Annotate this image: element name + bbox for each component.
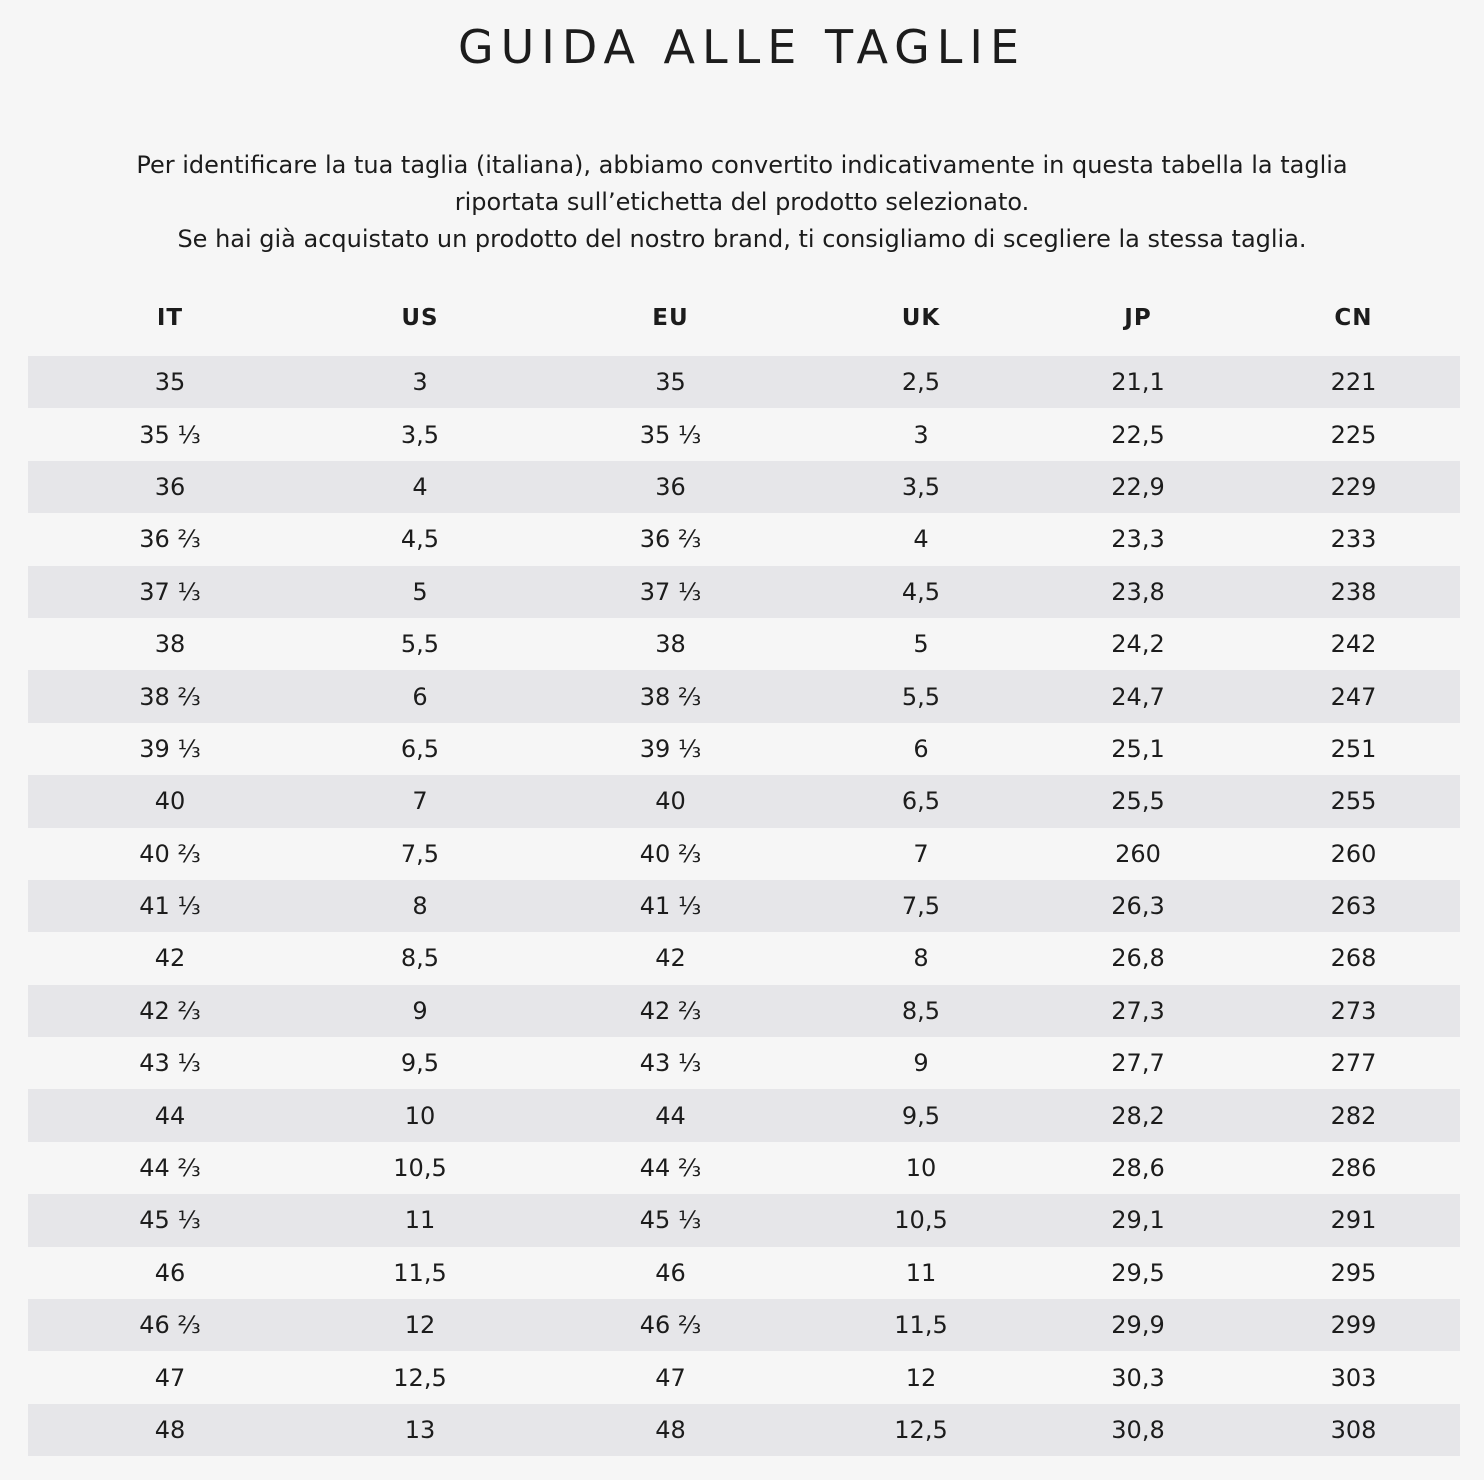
cell-it: 39 ⅓ — [28, 723, 312, 775]
cell-eu: 37 ⅓ — [528, 566, 813, 618]
cell-us: 7 — [312, 775, 528, 827]
cell-jp: 23,8 — [1029, 566, 1247, 618]
cell-jp: 24,7 — [1029, 670, 1247, 722]
cell-jp: 28,2 — [1029, 1089, 1247, 1141]
cell-us: 12,5 — [312, 1351, 528, 1403]
cell-us: 3,5 — [312, 408, 528, 460]
cell-eu: 36 — [528, 461, 813, 513]
cell-eu: 44 — [528, 1089, 813, 1141]
cell-it: 47 — [28, 1351, 312, 1403]
cell-it: 44 ⅔ — [28, 1142, 312, 1194]
intro-line: Per identificare la tua taglia (italiana), abbiamo convertito indicativamente in questa tabella la taglia — [136, 151, 1348, 179]
cell-us: 11,5 — [312, 1247, 528, 1299]
table-header — [28, 280, 1460, 356]
cell-eu: 35 ⅓ — [528, 408, 813, 460]
cell-jp: 27,3 — [1029, 985, 1247, 1037]
cell-it: 43 ⅓ — [28, 1037, 312, 1089]
cell-us: 13 — [312, 1404, 528, 1456]
header-row — [28, 280, 1460, 356]
cell-eu: 40 — [528, 775, 813, 827]
cell-us: 4,5 — [312, 513, 528, 565]
cell-eu: 35 — [528, 356, 813, 408]
intro-line: Se hai già acquistato un prodotto del nostro brand, ti consigliamo di scegliere la stessa taglia. — [177, 225, 1307, 253]
column-header-uk: UK — [901, 305, 941, 331]
table-body — [28, 356, 1460, 1456]
cell-cn: 263 — [1247, 880, 1460, 932]
cell-jp: 22,9 — [1029, 461, 1247, 513]
cell-jp: 29,1 — [1029, 1194, 1247, 1246]
cell-us: 5,5 — [312, 618, 528, 670]
cell-cn: 242 — [1247, 618, 1460, 670]
cell-cn: 286 — [1247, 1142, 1460, 1194]
cell-jp: 260 — [1029, 828, 1247, 880]
cell-it: 40 — [28, 775, 312, 827]
cell-us: 4 — [312, 461, 528, 513]
cell-uk: 4 — [813, 513, 1029, 565]
cell-uk: 12 — [813, 1351, 1029, 1403]
table-row — [28, 880, 1460, 932]
table-row — [28, 1142, 1460, 1194]
cell-uk: 5 — [813, 618, 1029, 670]
cell-uk: 7,5 — [813, 880, 1029, 932]
cell-eu: 38 ⅔ — [528, 670, 813, 722]
cell-jp: 25,1 — [1029, 723, 1247, 775]
cell-uk: 8 — [813, 932, 1029, 984]
table-row — [28, 408, 1460, 460]
cell-jp: 27,7 — [1029, 1037, 1247, 1089]
cell-uk: 11,5 — [813, 1299, 1029, 1351]
table-row — [28, 670, 1460, 722]
cell-it: 42 — [28, 932, 312, 984]
cell-us: 3 — [312, 356, 528, 408]
cell-jp: 29,9 — [1029, 1299, 1247, 1351]
page-title: GUIDA ALLE TAGLIE — [457, 20, 1027, 74]
cell-us: 10 — [312, 1089, 528, 1141]
cell-uk: 11 — [813, 1247, 1029, 1299]
cell-it: 37 ⅓ — [28, 566, 312, 618]
column-header-us: US — [401, 305, 439, 331]
cell-eu: 42 — [528, 932, 813, 984]
table-row — [28, 723, 1460, 775]
cell-eu: 39 ⅓ — [528, 723, 813, 775]
cell-cn: 273 — [1247, 985, 1460, 1037]
table-row — [28, 461, 1460, 513]
cell-eu: 46 ⅔ — [528, 1299, 813, 1351]
column-header-jp: JP — [1124, 305, 1152, 331]
cell-uk: 2,5 — [813, 356, 1029, 408]
cell-uk: 3,5 — [813, 461, 1029, 513]
cell-cn: 260 — [1247, 828, 1460, 880]
cell-eu: 43 ⅓ — [528, 1037, 813, 1089]
cell-us: 12 — [312, 1299, 528, 1351]
cell-it: 46 — [28, 1247, 312, 1299]
cell-it: 38 ⅔ — [28, 670, 312, 722]
cell-us: 6,5 — [312, 723, 528, 775]
cell-cn: 308 — [1247, 1404, 1460, 1456]
intro-line: riportata sull’etichetta del prodotto selezionato. — [454, 188, 1030, 216]
cell-cn: 251 — [1247, 723, 1460, 775]
cell-us: 11 — [312, 1194, 528, 1246]
cell-us: 6 — [312, 670, 528, 722]
cell-eu: 47 — [528, 1351, 813, 1403]
cell-us: 8,5 — [312, 932, 528, 984]
cell-jp: 30,8 — [1029, 1404, 1247, 1456]
cell-cn: 225 — [1247, 408, 1460, 460]
cell-jp: 26,3 — [1029, 880, 1247, 932]
cell-jp: 29,5 — [1029, 1247, 1247, 1299]
cell-jp: 26,8 — [1029, 932, 1247, 984]
cell-it: 42 ⅔ — [28, 985, 312, 1037]
cell-us: 9,5 — [312, 1037, 528, 1089]
cell-us: 9 — [312, 985, 528, 1037]
cell-it: 45 ⅓ — [28, 1194, 312, 1246]
cell-eu: 44 ⅔ — [528, 1142, 813, 1194]
cell-cn: 268 — [1247, 932, 1460, 984]
cell-eu: 36 ⅔ — [528, 513, 813, 565]
column-header-eu: EU — [652, 305, 689, 331]
cell-cn: 303 — [1247, 1351, 1460, 1403]
cell-it: 41 ⅓ — [28, 880, 312, 932]
table-row — [28, 356, 1460, 408]
table-row — [28, 1194, 1460, 1246]
cell-cn: 277 — [1247, 1037, 1460, 1089]
cell-it: 40 ⅔ — [28, 828, 312, 880]
cell-us: 7,5 — [312, 828, 528, 880]
table-row — [28, 1089, 1460, 1141]
cell-uk: 5,5 — [813, 670, 1029, 722]
cell-jp: 25,5 — [1029, 775, 1247, 827]
cell-jp: 22,5 — [1029, 408, 1247, 460]
table-row — [28, 513, 1460, 565]
cell-uk: 12,5 — [813, 1404, 1029, 1456]
cell-it: 38 — [28, 618, 312, 670]
cell-cn: 255 — [1247, 775, 1460, 827]
cell-it: 36 — [28, 461, 312, 513]
cell-cn: 291 — [1247, 1194, 1460, 1246]
cell-it: 48 — [28, 1404, 312, 1456]
cell-eu: 46 — [528, 1247, 813, 1299]
table-row — [28, 1299, 1460, 1351]
cell-uk: 9 — [813, 1037, 1029, 1089]
cell-uk: 6,5 — [813, 775, 1029, 827]
table-row — [28, 932, 1460, 984]
cell-uk: 7 — [813, 828, 1029, 880]
cell-cn: 233 — [1247, 513, 1460, 565]
cell-eu: 45 ⅓ — [528, 1194, 813, 1246]
cell-us: 5 — [312, 566, 528, 618]
cell-it: 36 ⅔ — [28, 513, 312, 565]
intro-text — [40, 147, 1444, 258]
cell-eu: 41 ⅓ — [528, 880, 813, 932]
column-header-cn: CN — [1334, 305, 1373, 331]
table-row — [28, 828, 1460, 880]
cell-uk: 3 — [813, 408, 1029, 460]
cell-eu: 40 ⅔ — [528, 828, 813, 880]
cell-us: 8 — [312, 880, 528, 932]
cell-it: 35 — [28, 356, 312, 408]
column-header-it: IT — [156, 305, 184, 331]
table-row — [28, 1404, 1460, 1456]
cell-it: 44 — [28, 1089, 312, 1141]
table-row — [28, 1037, 1460, 1089]
cell-cn: 221 — [1247, 356, 1460, 408]
cell-uk: 9,5 — [813, 1089, 1029, 1141]
table-row — [28, 1351, 1460, 1403]
cell-jp: 28,6 — [1029, 1142, 1247, 1194]
table-row — [28, 566, 1460, 618]
table-row — [28, 985, 1460, 1037]
cell-cn: 238 — [1247, 566, 1460, 618]
cell-eu: 48 — [528, 1404, 813, 1456]
table-row — [28, 1247, 1460, 1299]
cell-jp: 30,3 — [1029, 1351, 1247, 1403]
cell-it: 46 ⅔ — [28, 1299, 312, 1351]
table-row — [28, 618, 1460, 670]
cell-cn: 229 — [1247, 461, 1460, 513]
cell-cn: 299 — [1247, 1299, 1460, 1351]
cell-uk: 4,5 — [813, 566, 1029, 618]
cell-cn: 247 — [1247, 670, 1460, 722]
cell-eu: 42 ⅔ — [528, 985, 813, 1037]
cell-uk: 8,5 — [813, 985, 1029, 1037]
cell-eu: 38 — [528, 618, 813, 670]
cell-jp: 21,1 — [1029, 356, 1247, 408]
cell-cn: 282 — [1247, 1089, 1460, 1141]
cell-uk: 6 — [813, 723, 1029, 775]
cell-it: 35 ⅓ — [28, 408, 312, 460]
cell-cn: 295 — [1247, 1247, 1460, 1299]
cell-jp: 24,2 — [1029, 618, 1247, 670]
table-row — [28, 775, 1460, 827]
cell-us: 10,5 — [312, 1142, 528, 1194]
cell-uk: 10 — [813, 1142, 1029, 1194]
cell-uk: 10,5 — [813, 1194, 1029, 1246]
cell-jp: 23,3 — [1029, 513, 1247, 565]
size-chart-table — [28, 280, 1460, 1456]
